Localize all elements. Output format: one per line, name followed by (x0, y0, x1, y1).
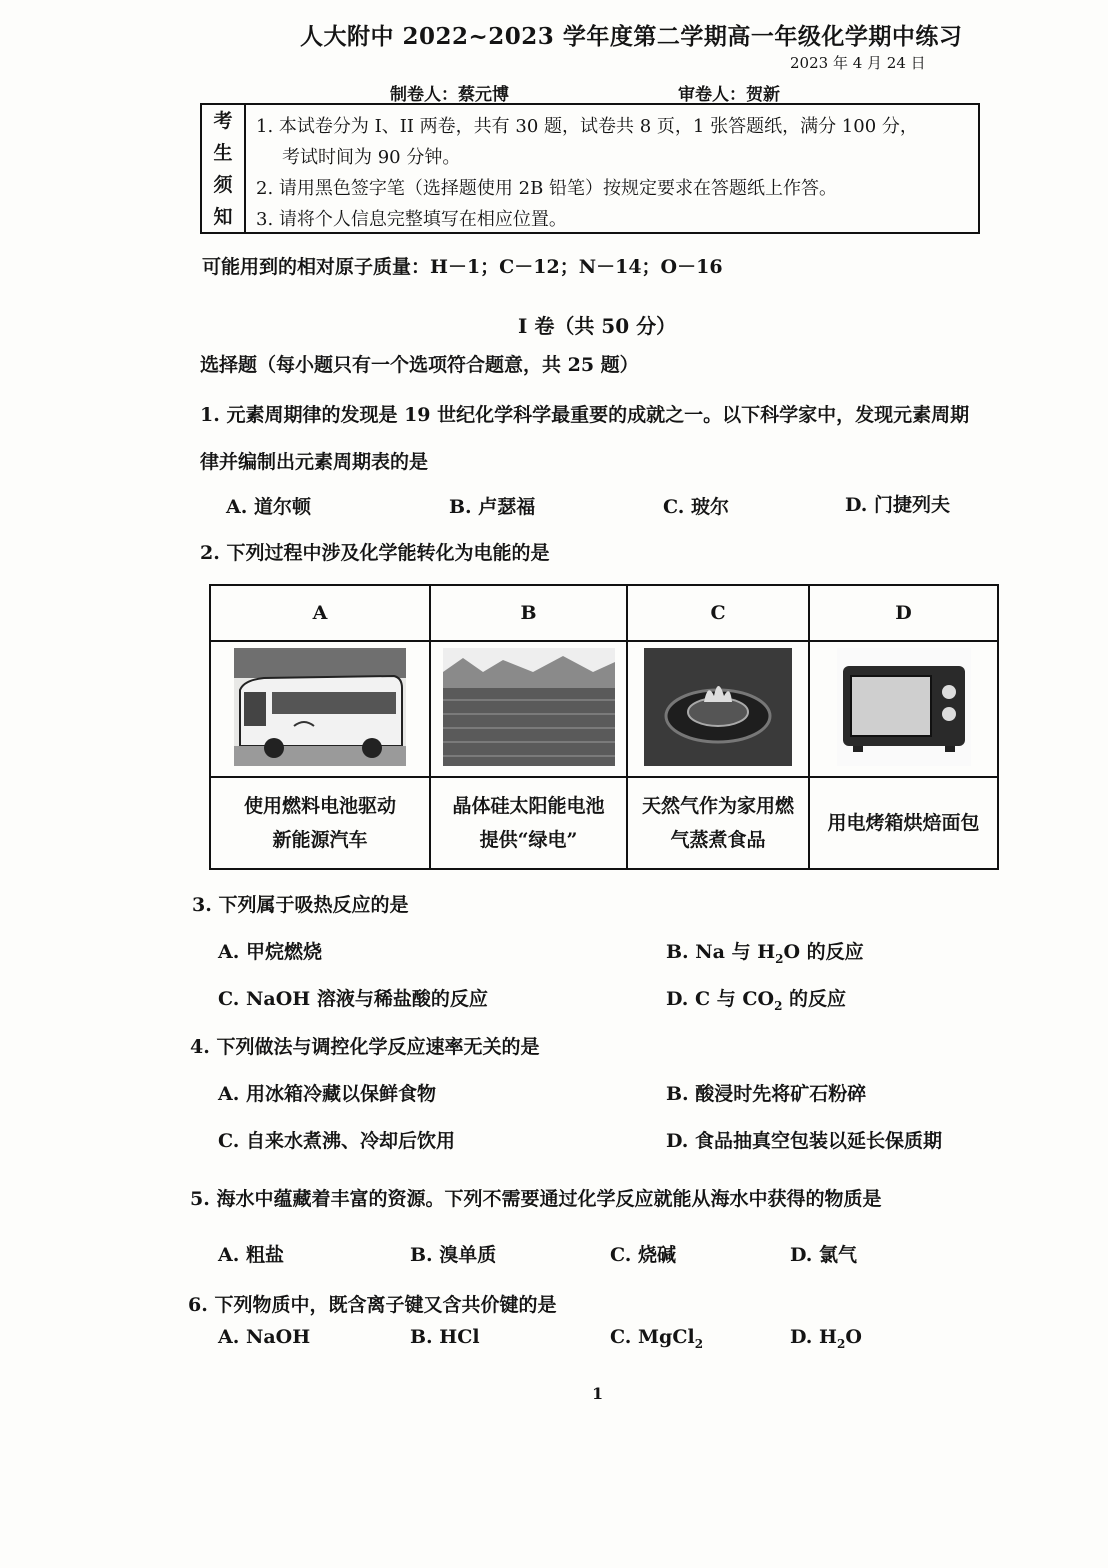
question-4-option-c: C. 自来水煮沸、冷却后饮用 (218, 1130, 456, 1152)
caption-line: 用电烤箱烘焙面包 (827, 812, 980, 834)
text-part: O 的反应 (783, 941, 864, 963)
caption-line: 气蒸煮食品 (670, 829, 766, 851)
caption-line: 晶体硅太阳能电池 (452, 795, 605, 817)
question-3-option-b (666, 937, 864, 966)
question-5-stem: 5. 海水中蕴藏着丰富的资源。下列不需要通过化学反应就能从海水中获得的物质是 (190, 1188, 882, 1210)
caption-line: 天然气作为家用燃 (641, 795, 794, 817)
notice-side-char: 须 (213, 174, 233, 196)
notice-side-label (202, 105, 246, 232)
question-2-stem: 2. 下列过程中涉及化学能转化为电能的是 (200, 542, 550, 564)
text-part: D. H (790, 1326, 837, 1348)
gas-stove-flame-photo (644, 648, 792, 766)
option-a-photo-cell (210, 641, 430, 777)
notice-line: 1. 本试卷分为 I、II 两卷，共有 30 题，试卷共 8 页，1 张答题纸，满分 100 分， (256, 116, 918, 137)
question-4-option-b: B. 酸浸时先将矿石粉碎 (666, 1083, 867, 1105)
question-5-option-d: D. 氯气 (790, 1244, 858, 1266)
option-b-caption (430, 777, 627, 869)
subscript: 2 (694, 1336, 704, 1351)
text-part: D. C 与 CO (666, 988, 775, 1010)
paper-reviewer: 审卷人：贺新 (678, 85, 780, 105)
question-4-stem: 4. 下列做法与调控化学反应速率无关的是 (190, 1036, 540, 1058)
option-header: B (430, 585, 627, 641)
question-3-option-d (666, 984, 846, 1013)
question-3-option-a: A. 甲烷燃烧 (218, 941, 322, 963)
question-6-option-b: B. HCl (410, 1326, 480, 1348)
exam-date: 2023 年 4 月 24 日 (790, 54, 926, 72)
section-title: I 卷（共 50 分） (518, 314, 677, 338)
text-part: C. MgCl (610, 1326, 695, 1348)
text-part: 的反应 (782, 988, 847, 1010)
question-1-line1: 1. 元素周期律的发现是 19 世纪化学科学最重要的成就之一。以下科学家中，发现元素周期 (200, 404, 970, 426)
exam-title: 人大附中 2022~2023 学年度第二学期高一年级化学期中练习 (300, 23, 963, 50)
notice-line: 3. 请将个人信息完整填写在相应位置。 (256, 209, 567, 230)
question-6-option-c (610, 1326, 703, 1351)
fuel-cell-bus-photo (234, 648, 406, 766)
question-1-option-b: B. 卢瑟福 (449, 496, 536, 518)
question-3-option-c: C. NaOH 溶液与稀盐酸的反应 (218, 988, 488, 1010)
option-a-caption (210, 777, 430, 869)
subscript: 2 (836, 1336, 846, 1351)
question-1-option-c: C. 玻尔 (663, 496, 730, 518)
notice-side-char: 生 (213, 142, 233, 164)
notice-line: 2. 请用黑色签字笔（选择题使用 2B 铅笔）按规定要求在答题纸上作答。 (256, 178, 838, 199)
section-instructions: 选择题（每小题只有一个选项符合题意，共 25 题） (200, 354, 639, 376)
notice-lines (256, 111, 918, 235)
question-1-line2: 律并编制出元素周期表的是 (200, 451, 429, 473)
text-part: B. Na 与 H (666, 941, 776, 963)
notice-side-char: 考 (213, 110, 233, 132)
question-3-stem: 3. 下列属于吸热反应的是 (192, 894, 409, 916)
question-5-option-a: A. 粗盐 (218, 1244, 284, 1266)
caption-line: 使用燃料电池驱动 (243, 795, 396, 817)
option-header: D (809, 585, 998, 641)
notice-side-char: 知 (213, 206, 233, 228)
question-5-option-c: C. 烧碱 (610, 1244, 677, 1266)
option-b-photo-cell (430, 641, 627, 777)
option-header: A (210, 585, 430, 641)
option-c-caption (627, 777, 809, 869)
atomic-masses: 可能用到的相对原子质量：H－1；C－12；N－14；O－16 (202, 256, 723, 278)
question-1-option-d: D. 门捷列夫 (845, 494, 951, 516)
text-part: O (845, 1326, 862, 1348)
option-d-caption (809, 777, 998, 869)
caption-line: 新能源汽车 (272, 829, 368, 851)
question-4-option-a: A. 用冰箱冷藏以保鲜食物 (218, 1083, 436, 1105)
question-6-option-d (790, 1326, 862, 1351)
question-4-option-d: D. 食品抽真空包装以延长保质期 (666, 1130, 943, 1152)
question-6-stem: 6. 下列物质中，既含离子键又含共价键的是 (188, 1294, 557, 1316)
question-5-option-b: B. 溴单质 (410, 1244, 497, 1266)
page-number: 1 (592, 1384, 604, 1403)
solar-panel-photo (443, 648, 615, 766)
option-header: C (627, 585, 809, 641)
electric-oven-photo (837, 648, 971, 766)
notice-line: 考试时间为 90 分钟。 (282, 147, 461, 168)
option-d-photo-cell (809, 641, 998, 777)
option-c-photo-cell (627, 641, 809, 777)
question-2-image-table (209, 584, 999, 870)
subscript: 2 (774, 998, 783, 1013)
candidate-notice-box (200, 103, 980, 234)
question-6-option-a: A. NaOH (218, 1326, 311, 1348)
subscript: 2 (775, 951, 784, 966)
question-1-option-a: A. 道尔顿 (226, 496, 311, 518)
caption-line: 提供“绿电” (479, 829, 578, 851)
paper-maker: 制卷人：蔡元博 (390, 85, 509, 105)
